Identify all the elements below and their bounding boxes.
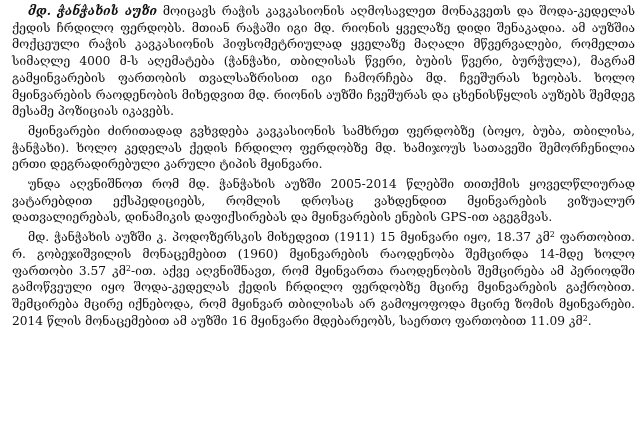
stats-text-c: -ით. აქვე აღვნიშნავთ, რომ მყინვართა რაოდენობის შემცირება ამ პერიოდში გამოწვეული იყო შოდა-კედელას ქედის ჩრდილო ფერდობზე მცირე მყინვარების გაქრობით. შემცირება მცირე იქნებოდა, რომ მყინვარ თბილისას არ გამოყოფოდა მცირე ზომის მყინვარები. 2014 წლის მონაცემებით ამ აუზში 16 მყინვარი მდებარეობს, საერთო ფართობით 11.09 კმ — [12, 263, 636, 328]
paragraph-intro — [12, 3, 635, 120]
superscript-square-3: 2 — [582, 313, 588, 323]
superscript-square-2: 2 — [125, 263, 131, 273]
stats-text-a: მდ. ჭანჭახის აუზში კ. პოდოზერსკის მიხედვით (1911) 15 მყინვარი იყო, 18.37 კმ — [28, 230, 550, 245]
stats-text-end: . — [587, 313, 592, 328]
paragraph-glaciers-location: მყინვარები ძირითადად გვხვდება კავკასიონის სამხრეთ ფერდობზე (ბოყო, ბუბა, თბილისა, ჭანჭახი). ხოლო კედელას ქედის ჩრდილო ფერდობზე მდ. ხამიჯოუს სათავეში შემორჩენილია ერთი დეგრადირებული კარული ტიპის მყინვარი. — [12, 123, 635, 172]
paragraph-expeditions: უნდა აღვნიშნოთ რომ მდ. ჭანჭახის აუზში 2005-2014 წლებში თითქმის ყოველწლიურად ვატარებდით ექსპედიციებს, რომლის დროსაც ვახდენდით მყინვარების ვიზუალურ დათვალიერებას, დინამიკის დაფიქსირებას და მყინვარების ენების GPS-ით აგეგმვას. — [12, 177, 635, 225]
paragraph-intro-text: მოიცავს რაჭის კავკასიონის აღმოსავლეთ მონაკვეთს და შოდა-კედელას ქედის ჩრდილო ფერდობს. მთიან რაჭაში იგი მდ. რიონის ყველაზე დიდი შენაკადია. ამ აუზშია მოქცეული რაჭის კავკასიონის ჰიფსომეტრიულად ყველაზე მაღალი მწვერვალები, რომელთა სიმაღლე 4000 მ-ს აღემატება (ჭანჭახი, თბილისას წვერი, ბუბის წვერი, ბურჭულა), მაგრამ გამყინვარების ფართობის თვალსაზრისით იგი ჩამორჩება მდ. ჩვეშურას ხეობას. ხოლო მყინვარების რაოდენობის მიხედვით მდ. რიონის აუზში ჩვეშურას და ცხენისწყლის აუზებს შემდეგ მესამე პოზიციას იკავებს. — [12, 4, 635, 119]
superscript-square-1: 2 — [549, 230, 555, 240]
stats-text-b: ფართობით. რ. გობეჯიშვილის მონაცემებით (1960) მყინვარების რაოდენობა შემცირდა 14-მდე ხოლო ფართობი 3.57 კმ — [12, 230, 635, 278]
section-title: მდ. ჭანჭახის აუზი — [28, 4, 157, 18]
paragraph-statistics — [12, 229, 635, 329]
